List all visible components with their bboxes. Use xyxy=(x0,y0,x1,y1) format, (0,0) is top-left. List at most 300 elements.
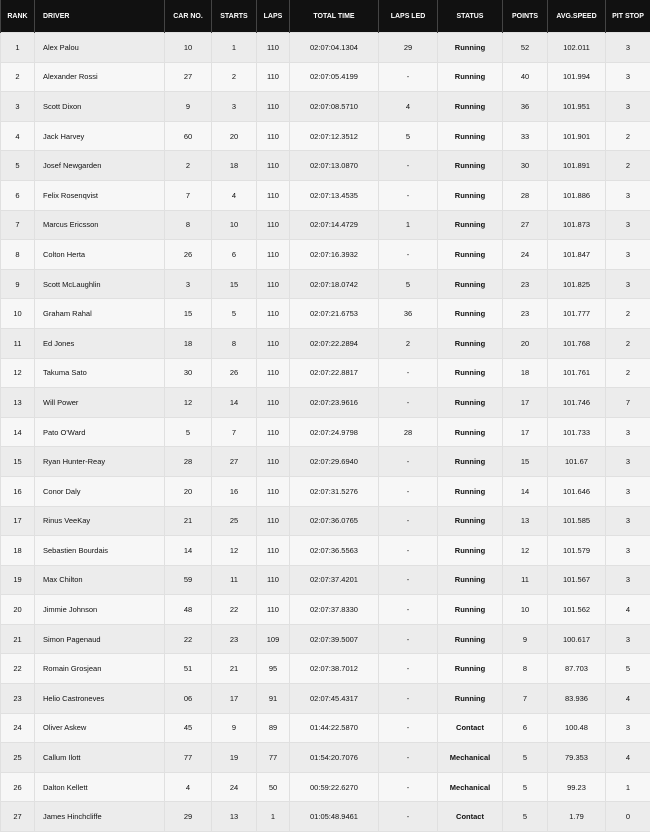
cell-status: Running xyxy=(438,240,503,270)
cell-rank: 14 xyxy=(1,417,35,447)
cell-pit-stop: 2 xyxy=(606,151,650,181)
cell-avg-speed: 100.617 xyxy=(548,624,606,654)
cell-status: Running xyxy=(438,506,503,536)
cell-pit-stop: 3 xyxy=(606,624,650,654)
cell-driver: Pato O'Ward xyxy=(35,417,165,447)
cell-pit-stop: 3 xyxy=(606,565,650,595)
cell-rank: 15 xyxy=(1,447,35,477)
cell-laps-led: - xyxy=(379,595,438,625)
cell-rank: 27 xyxy=(1,802,35,832)
cell-points: 20 xyxy=(503,328,548,358)
table-row xyxy=(1,595,650,625)
cell-avg-speed: 101.891 xyxy=(548,151,606,181)
cell-driver: Dalton Kellett xyxy=(35,772,165,802)
cell-pit-stop: 3 xyxy=(606,240,650,270)
cell-pit-stop: 4 xyxy=(606,684,650,714)
cell-laps: 110 xyxy=(257,92,290,122)
cell-rank: 10 xyxy=(1,299,35,329)
cell-laps: 110 xyxy=(257,595,290,625)
table-row xyxy=(1,447,650,477)
table-row xyxy=(1,417,650,447)
table-row xyxy=(1,624,650,654)
cell-rank: 19 xyxy=(1,565,35,595)
table-row xyxy=(1,299,650,329)
cell-total-time: 02:07:22.2894 xyxy=(290,328,379,358)
cell-laps-led: 36 xyxy=(379,299,438,329)
cell-starts: 21 xyxy=(212,654,257,684)
cell-rank: 6 xyxy=(1,180,35,210)
cell-rank: 9 xyxy=(1,269,35,299)
cell-total-time: 02:07:29.6940 xyxy=(290,447,379,477)
cell-avg-speed: 79.353 xyxy=(548,743,606,773)
column-header-starts: STARTS xyxy=(212,0,257,33)
cell-driver: Helio Castroneves xyxy=(35,684,165,714)
cell-rank: 4 xyxy=(1,121,35,151)
cell-starts: 25 xyxy=(212,506,257,536)
cell-car-no: 10 xyxy=(165,33,212,63)
cell-status: Running xyxy=(438,476,503,506)
cell-driver: Simon Pagenaud xyxy=(35,624,165,654)
cell-laps-led: - xyxy=(379,447,438,477)
cell-car-no: 26 xyxy=(165,240,212,270)
cell-total-time: 02:07:36.5563 xyxy=(290,536,379,566)
cell-driver: Romain Grosjean xyxy=(35,654,165,684)
cell-laps: 110 xyxy=(257,388,290,418)
cell-car-no: 48 xyxy=(165,595,212,625)
cell-rank: 8 xyxy=(1,240,35,270)
cell-rank: 24 xyxy=(1,713,35,743)
cell-rank: 16 xyxy=(1,476,35,506)
cell-avg-speed: 101.67 xyxy=(548,447,606,477)
cell-laps-led: - xyxy=(379,506,438,536)
cell-rank: 5 xyxy=(1,151,35,181)
cell-total-time: 02:07:14.4729 xyxy=(290,210,379,240)
cell-laps: 110 xyxy=(257,33,290,63)
cell-car-no: 4 xyxy=(165,772,212,802)
cell-laps: 110 xyxy=(257,358,290,388)
cell-starts: 14 xyxy=(212,388,257,418)
cell-laps: 110 xyxy=(257,62,290,92)
cell-points: 27 xyxy=(503,210,548,240)
cell-starts: 22 xyxy=(212,595,257,625)
cell-driver: Sebastien Bourdais xyxy=(35,536,165,566)
cell-car-no: 18 xyxy=(165,328,212,358)
cell-car-no: 22 xyxy=(165,624,212,654)
cell-car-no: 60 xyxy=(165,121,212,151)
cell-total-time: 02:07:05.4199 xyxy=(290,62,379,92)
cell-status: Running xyxy=(438,595,503,625)
cell-car-no: 14 xyxy=(165,536,212,566)
column-header-avg-speed: AVG.SPEED xyxy=(548,0,606,33)
cell-avg-speed: 101.994 xyxy=(548,62,606,92)
cell-laps-led: 5 xyxy=(379,121,438,151)
cell-status: Running xyxy=(438,536,503,566)
cell-points: 6 xyxy=(503,713,548,743)
cell-driver: Ed Jones xyxy=(35,328,165,358)
cell-driver: Will Power xyxy=(35,388,165,418)
cell-total-time: 02:07:37.8330 xyxy=(290,595,379,625)
cell-avg-speed: 101.562 xyxy=(548,595,606,625)
cell-car-no: 28 xyxy=(165,447,212,477)
cell-avg-speed: 87.703 xyxy=(548,654,606,684)
cell-driver: Scott Dixon xyxy=(35,92,165,122)
cell-laps-led: - xyxy=(379,388,438,418)
cell-points: 12 xyxy=(503,536,548,566)
cell-points: 11 xyxy=(503,565,548,595)
table-row xyxy=(1,240,650,270)
cell-driver: Max Chilton xyxy=(35,565,165,595)
cell-total-time: 02:07:13.0870 xyxy=(290,151,379,181)
cell-status: Running xyxy=(438,33,503,63)
table-row xyxy=(1,33,650,63)
cell-pit-stop: 3 xyxy=(606,210,650,240)
cell-starts: 24 xyxy=(212,772,257,802)
cell-driver: Josef Newgarden xyxy=(35,151,165,181)
cell-pit-stop: 3 xyxy=(606,713,650,743)
cell-laps-led: - xyxy=(379,684,438,714)
cell-starts: 5 xyxy=(212,299,257,329)
cell-points: 5 xyxy=(503,743,548,773)
cell-laps-led: 4 xyxy=(379,92,438,122)
cell-pit-stop: 3 xyxy=(606,417,650,447)
cell-car-no: 06 xyxy=(165,684,212,714)
cell-car-no: 27 xyxy=(165,62,212,92)
table-header xyxy=(1,0,650,33)
cell-laps: 1 xyxy=(257,802,290,832)
cell-points: 5 xyxy=(503,802,548,832)
cell-laps-led: - xyxy=(379,772,438,802)
cell-driver: Ryan Hunter-Reay xyxy=(35,447,165,477)
cell-rank: 25 xyxy=(1,743,35,773)
cell-driver: Jack Harvey xyxy=(35,121,165,151)
cell-pit-stop: 3 xyxy=(606,269,650,299)
cell-rank: 11 xyxy=(1,328,35,358)
cell-car-no: 8 xyxy=(165,210,212,240)
cell-starts: 8 xyxy=(212,328,257,358)
cell-car-no: 7 xyxy=(165,180,212,210)
cell-driver: Callum Ilott xyxy=(35,743,165,773)
cell-points: 17 xyxy=(503,388,548,418)
cell-pit-stop: 7 xyxy=(606,388,650,418)
cell-points: 9 xyxy=(503,624,548,654)
table-body xyxy=(1,33,650,832)
cell-avg-speed: 101.733 xyxy=(548,417,606,447)
cell-avg-speed: 101.873 xyxy=(548,210,606,240)
cell-driver: Marcus Ericsson xyxy=(35,210,165,240)
cell-car-no: 2 xyxy=(165,151,212,181)
cell-status: Running xyxy=(438,388,503,418)
cell-points: 33 xyxy=(503,121,548,151)
cell-driver: Oliver Askew xyxy=(35,713,165,743)
cell-avg-speed: 101.746 xyxy=(548,388,606,418)
cell-laps: 110 xyxy=(257,121,290,151)
cell-status: Mechanical xyxy=(438,743,503,773)
cell-starts: 9 xyxy=(212,713,257,743)
cell-rank: 12 xyxy=(1,358,35,388)
cell-laps: 110 xyxy=(257,417,290,447)
cell-status: Running xyxy=(438,151,503,181)
cell-starts: 27 xyxy=(212,447,257,477)
cell-laps: 110 xyxy=(257,240,290,270)
table-row xyxy=(1,180,650,210)
cell-total-time: 02:07:39.5007 xyxy=(290,624,379,654)
cell-avg-speed: 1.79 xyxy=(548,802,606,832)
cell-pit-stop: 2 xyxy=(606,358,650,388)
header-row xyxy=(1,0,650,33)
column-header-points: POINTS xyxy=(503,0,548,33)
cell-car-no: 5 xyxy=(165,417,212,447)
table-row xyxy=(1,743,650,773)
table-row xyxy=(1,92,650,122)
cell-status: Contact xyxy=(438,713,503,743)
cell-starts: 20 xyxy=(212,121,257,151)
cell-laps-led: 29 xyxy=(379,33,438,63)
cell-avg-speed: 101.886 xyxy=(548,180,606,210)
cell-rank: 3 xyxy=(1,92,35,122)
cell-rank: 21 xyxy=(1,624,35,654)
cell-car-no: 77 xyxy=(165,743,212,773)
cell-avg-speed: 100.48 xyxy=(548,713,606,743)
cell-points: 15 xyxy=(503,447,548,477)
cell-pit-stop: 3 xyxy=(606,506,650,536)
cell-total-time: 02:07:04.1304 xyxy=(290,33,379,63)
cell-points: 17 xyxy=(503,417,548,447)
column-header-driver: DRIVER xyxy=(35,0,165,33)
cell-points: 7 xyxy=(503,684,548,714)
cell-status: Running xyxy=(438,565,503,595)
cell-status: Running xyxy=(438,654,503,684)
cell-pit-stop: 3 xyxy=(606,62,650,92)
cell-car-no: 59 xyxy=(165,565,212,595)
cell-laps-led: - xyxy=(379,624,438,654)
cell-status: Running xyxy=(438,180,503,210)
cell-avg-speed: 101.585 xyxy=(548,506,606,536)
cell-laps: 95 xyxy=(257,654,290,684)
cell-starts: 26 xyxy=(212,358,257,388)
cell-pit-stop: 0 xyxy=(606,802,650,832)
cell-total-time: 02:07:13.4535 xyxy=(290,180,379,210)
cell-laps-led: - xyxy=(379,358,438,388)
table-row xyxy=(1,802,650,832)
table-row xyxy=(1,536,650,566)
cell-pit-stop: 3 xyxy=(606,536,650,566)
cell-total-time: 02:07:45.4317 xyxy=(290,684,379,714)
cell-driver: Alexander Rossi xyxy=(35,62,165,92)
cell-pit-stop: 2 xyxy=(606,328,650,358)
cell-laps: 77 xyxy=(257,743,290,773)
cell-status: Running xyxy=(438,121,503,151)
table-row xyxy=(1,62,650,92)
cell-avg-speed: 101.761 xyxy=(548,358,606,388)
cell-car-no: 9 xyxy=(165,92,212,122)
cell-total-time: 02:07:16.3932 xyxy=(290,240,379,270)
cell-points: 28 xyxy=(503,180,548,210)
cell-avg-speed: 101.825 xyxy=(548,269,606,299)
table-row xyxy=(1,121,650,151)
cell-laps-led: - xyxy=(379,743,438,773)
cell-laps: 110 xyxy=(257,151,290,181)
cell-laps: 110 xyxy=(257,180,290,210)
cell-rank: 22 xyxy=(1,654,35,684)
table-row xyxy=(1,151,650,181)
cell-pit-stop: 5 xyxy=(606,654,650,684)
cell-points: 8 xyxy=(503,654,548,684)
cell-laps-led: 2 xyxy=(379,328,438,358)
cell-total-time: 00:59:22.6270 xyxy=(290,772,379,802)
cell-driver: Felix Rosenqvist xyxy=(35,180,165,210)
cell-total-time: 02:07:22.8817 xyxy=(290,358,379,388)
cell-laps-led: 5 xyxy=(379,269,438,299)
cell-total-time: 02:07:21.6753 xyxy=(290,299,379,329)
cell-avg-speed: 101.567 xyxy=(548,565,606,595)
cell-points: 30 xyxy=(503,151,548,181)
cell-pit-stop: 2 xyxy=(606,121,650,151)
cell-pit-stop: 3 xyxy=(606,476,650,506)
cell-pit-stop: 4 xyxy=(606,595,650,625)
cell-rank: 1 xyxy=(1,33,35,63)
table-row xyxy=(1,358,650,388)
cell-points: 23 xyxy=(503,299,548,329)
cell-laps-led: - xyxy=(379,180,438,210)
cell-laps: 110 xyxy=(257,565,290,595)
cell-starts: 16 xyxy=(212,476,257,506)
column-header-laps-led: LAPS LED xyxy=(379,0,438,33)
cell-total-time: 01:44:22.5870 xyxy=(290,713,379,743)
cell-rank: 17 xyxy=(1,506,35,536)
cell-car-no: 30 xyxy=(165,358,212,388)
cell-status: Running xyxy=(438,417,503,447)
cell-avg-speed: 101.847 xyxy=(548,240,606,270)
cell-laps: 91 xyxy=(257,684,290,714)
cell-laps-led: - xyxy=(379,536,438,566)
cell-laps-led: - xyxy=(379,476,438,506)
cell-starts: 17 xyxy=(212,684,257,714)
column-header-status: STATUS xyxy=(438,0,503,33)
cell-laps-led: 1 xyxy=(379,210,438,240)
cell-driver: Colton Herta xyxy=(35,240,165,270)
cell-car-no: 15 xyxy=(165,299,212,329)
cell-laps: 110 xyxy=(257,476,290,506)
cell-rank: 26 xyxy=(1,772,35,802)
cell-total-time: 02:07:18.0742 xyxy=(290,269,379,299)
cell-status: Running xyxy=(438,210,503,240)
cell-laps-led: - xyxy=(379,713,438,743)
cell-pit-stop: 1 xyxy=(606,772,650,802)
cell-total-time: 02:07:36.0765 xyxy=(290,506,379,536)
cell-laps: 110 xyxy=(257,447,290,477)
cell-starts: 11 xyxy=(212,565,257,595)
cell-laps: 110 xyxy=(257,269,290,299)
cell-pit-stop: 4 xyxy=(606,743,650,773)
cell-status: Running xyxy=(438,624,503,654)
cell-laps-led: - xyxy=(379,62,438,92)
cell-starts: 2 xyxy=(212,62,257,92)
cell-starts: 15 xyxy=(212,269,257,299)
cell-laps: 50 xyxy=(257,772,290,802)
cell-rank: 2 xyxy=(1,62,35,92)
cell-rank: 13 xyxy=(1,388,35,418)
cell-laps-led: - xyxy=(379,151,438,181)
cell-driver: Rinus VeeKay xyxy=(35,506,165,536)
cell-car-no: 51 xyxy=(165,654,212,684)
table-row xyxy=(1,772,650,802)
cell-starts: 3 xyxy=(212,92,257,122)
cell-starts: 1 xyxy=(212,33,257,63)
cell-laps: 109 xyxy=(257,624,290,654)
cell-pit-stop: 3 xyxy=(606,447,650,477)
cell-car-no: 20 xyxy=(165,476,212,506)
cell-driver: Jimmie Johnson xyxy=(35,595,165,625)
cell-driver: Conor Daly xyxy=(35,476,165,506)
cell-total-time: 01:54:20.7076 xyxy=(290,743,379,773)
cell-avg-speed: 102.011 xyxy=(548,33,606,63)
cell-points: 24 xyxy=(503,240,548,270)
cell-starts: 7 xyxy=(212,417,257,447)
cell-status: Running xyxy=(438,328,503,358)
cell-status: Running xyxy=(438,269,503,299)
cell-laps: 110 xyxy=(257,506,290,536)
cell-rank: 23 xyxy=(1,684,35,714)
table-row xyxy=(1,328,650,358)
cell-car-no: 45 xyxy=(165,713,212,743)
cell-avg-speed: 101.777 xyxy=(548,299,606,329)
cell-starts: 19 xyxy=(212,743,257,773)
cell-avg-speed: 101.768 xyxy=(548,328,606,358)
cell-laps-led: - xyxy=(379,802,438,832)
table-row xyxy=(1,684,650,714)
cell-avg-speed: 99.23 xyxy=(548,772,606,802)
table-row xyxy=(1,654,650,684)
cell-laps-led: - xyxy=(379,240,438,270)
cell-starts: 13 xyxy=(212,802,257,832)
cell-starts: 10 xyxy=(212,210,257,240)
cell-driver: James Hinchcliffe xyxy=(35,802,165,832)
cell-driver: Alex Palou xyxy=(35,33,165,63)
cell-status: Running xyxy=(438,447,503,477)
table-row xyxy=(1,506,650,536)
cell-total-time: 02:07:37.4201 xyxy=(290,565,379,595)
cell-status: Running xyxy=(438,62,503,92)
cell-starts: 18 xyxy=(212,151,257,181)
cell-car-no: 29 xyxy=(165,802,212,832)
cell-pit-stop: 3 xyxy=(606,33,650,63)
cell-points: 5 xyxy=(503,772,548,802)
cell-pit-stop: 2 xyxy=(606,299,650,329)
column-header-total-time: TOTAL TIME xyxy=(290,0,379,33)
cell-avg-speed: 101.901 xyxy=(548,121,606,151)
cell-points: 13 xyxy=(503,506,548,536)
cell-total-time: 02:07:23.9616 xyxy=(290,388,379,418)
table-row xyxy=(1,713,650,743)
table-row xyxy=(1,388,650,418)
cell-driver: Scott McLaughlin xyxy=(35,269,165,299)
cell-laps: 110 xyxy=(257,299,290,329)
cell-status: Mechanical xyxy=(438,772,503,802)
cell-car-no: 3 xyxy=(165,269,212,299)
cell-avg-speed: 101.646 xyxy=(548,476,606,506)
cell-laps: 110 xyxy=(257,328,290,358)
cell-rank: 7 xyxy=(1,210,35,240)
cell-laps: 110 xyxy=(257,536,290,566)
table-row xyxy=(1,269,650,299)
cell-laps-led: - xyxy=(379,654,438,684)
cell-points: 36 xyxy=(503,92,548,122)
cell-pit-stop: 3 xyxy=(606,92,650,122)
cell-status: Running xyxy=(438,92,503,122)
cell-total-time: 02:07:12.3512 xyxy=(290,121,379,151)
cell-points: 14 xyxy=(503,476,548,506)
cell-avg-speed: 101.951 xyxy=(548,92,606,122)
